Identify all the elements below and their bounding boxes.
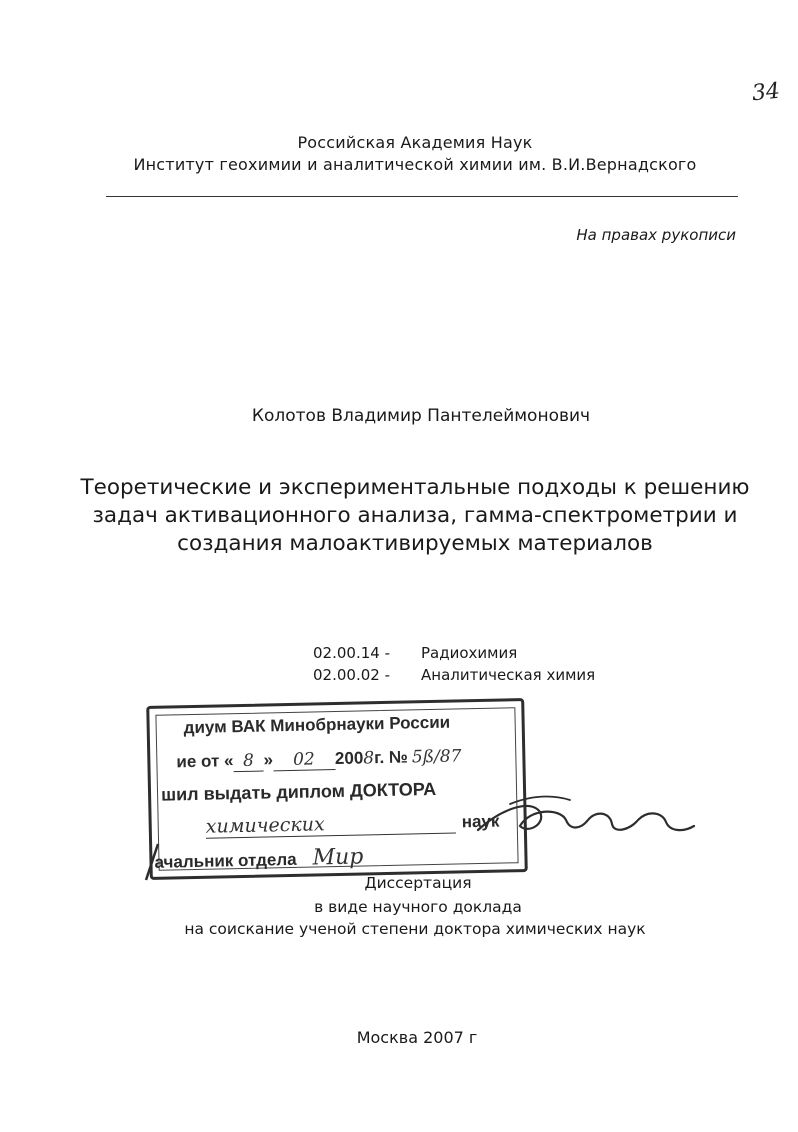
stamp-line-science: химических наук [205,811,500,838]
specialty-code: 02.00.02 - [313,666,390,684]
specialty-row [313,644,517,662]
stamp-science-handwritten: химических [206,811,456,839]
rights-note: На правах рукописи [576,226,736,244]
city-year: Москва 2007 г [356,1028,478,1047]
institute-name: Институт геохимии и аналитической химии им. В.И.Вернадского [133,155,697,174]
dissertation-title [0,474,798,558]
degree-line: на соискание ученой степени доктора химических наук [184,920,646,938]
title-line: задач активационного анализа, гамма-спектрометрии и [92,503,738,528]
header-divider [106,196,738,197]
stamp-signature: Мир [312,844,364,871]
academy-name: Российская Академия Наук [297,133,533,152]
vak-stamp [146,698,528,880]
dissertation-form: в виде научного доклада [314,898,522,916]
stamp-line-head: ачальник отдела Мир [154,844,364,872]
stamp-number: 5ß/87 [411,746,462,768]
dissertation-type: Диссертация [364,874,472,892]
title-line: Теоретические и экспериментальные подходы к решению [80,475,750,500]
specialty-name: Радиохимия [421,644,518,662]
stamp-line-date: ие от « 8 » 02 2008г. № 5ß/87 [176,746,462,772]
stamp-year-digit: 8 [363,748,375,769]
page-number: 34 [750,78,782,107]
author-name: Колотов Владимир Пантелеймонович [251,406,591,426]
signature-icon [470,790,700,850]
stamp-day: 8 [233,751,263,773]
stamp-line-presidium: диум ВАК Минобрнауки России [183,712,451,738]
specialty-name: Аналитическая химия [421,666,596,684]
specialty-code: 02.00.14 - [313,644,390,662]
stamp-month: 02 [273,749,335,771]
stamp-line-decision: шил выдать диплом ДОКТОРА [160,778,437,805]
title-line: создания малоактивируемых материалов [177,531,653,556]
specialty-row [313,666,595,684]
